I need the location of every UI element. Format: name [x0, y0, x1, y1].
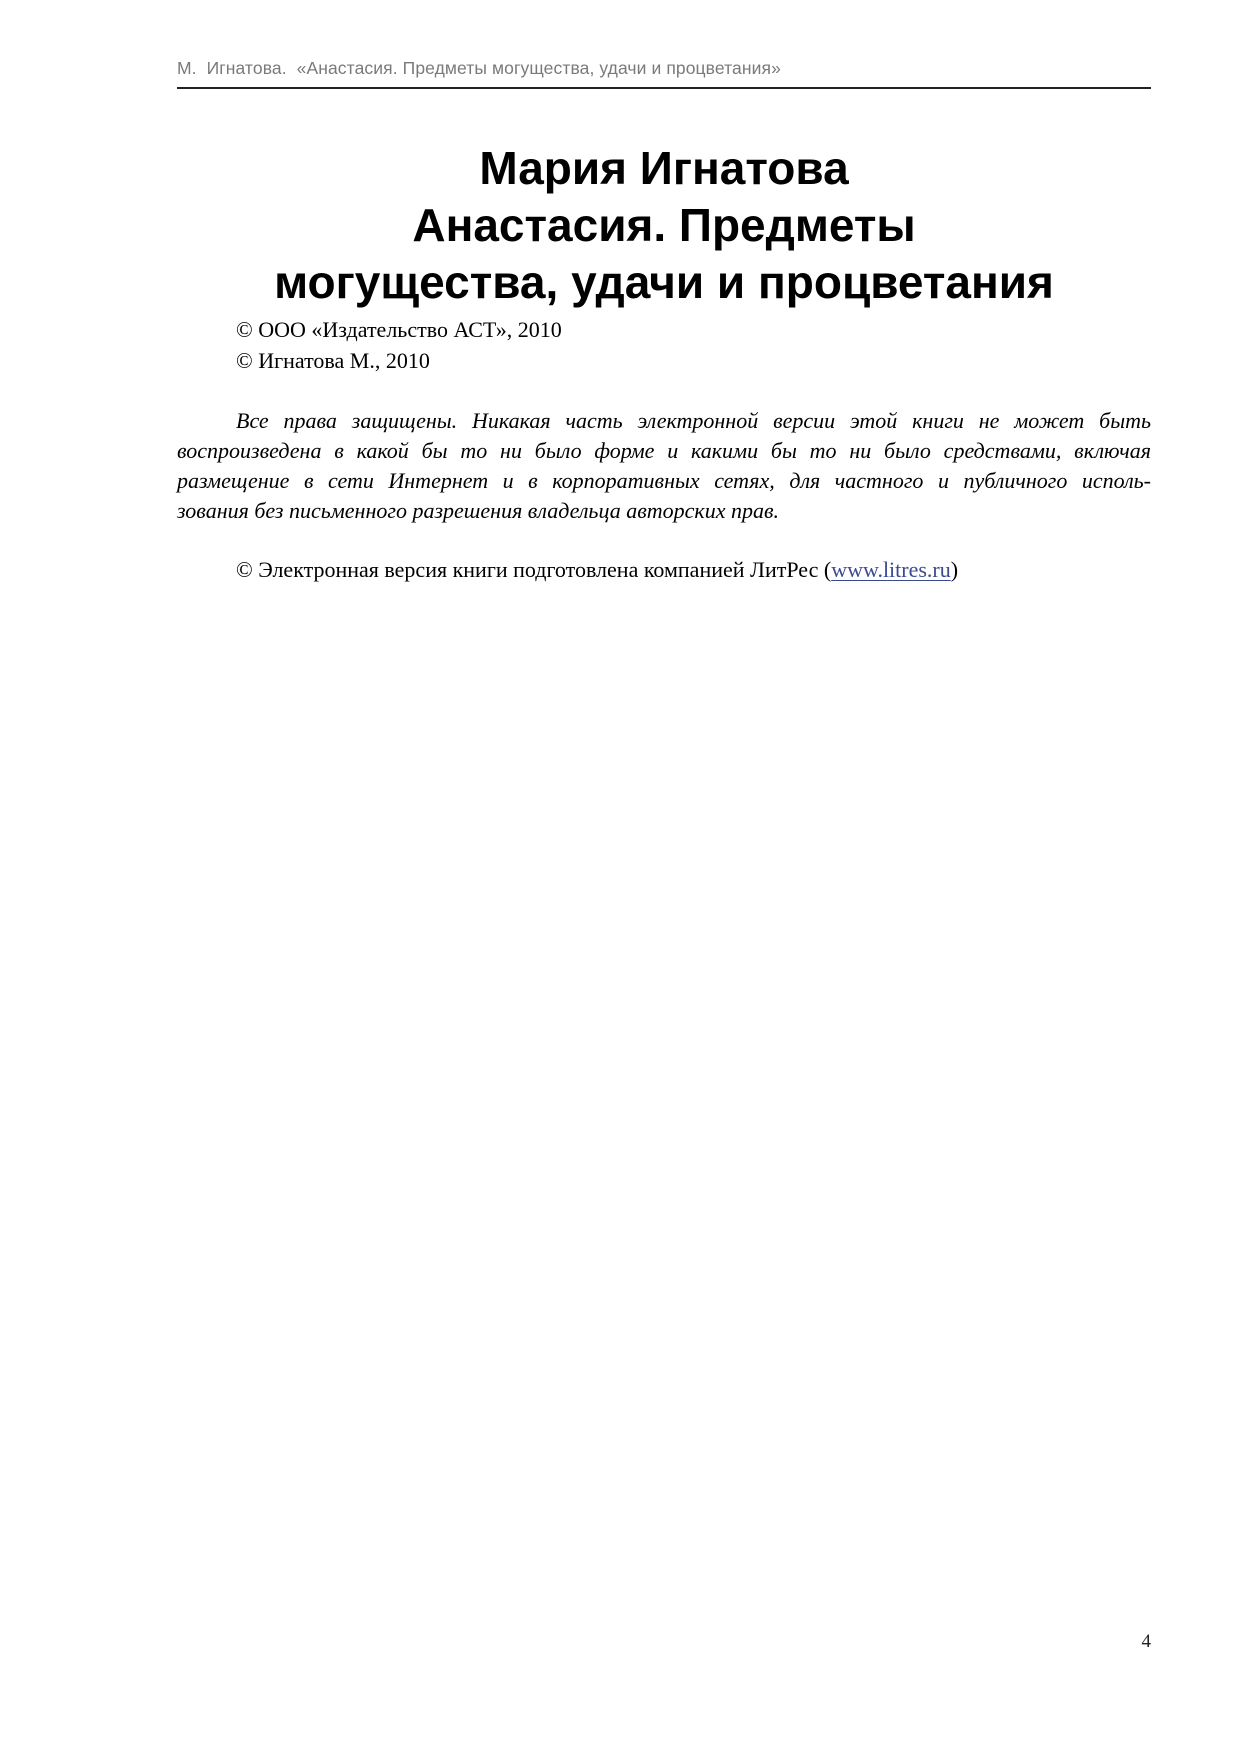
document-page [177, 0, 1151, 1754]
copyright-publisher: © ООО «Издательство АСТ», 2010 [236, 317, 562, 342]
book-title-line: могущества, удачи и процветания [274, 256, 1054, 308]
author-name: Мария Игнатова [479, 142, 849, 194]
copyright-block [236, 314, 562, 376]
book-title-line: Анастасия. Предметы [412, 199, 916, 251]
litres-notice-prefix: © Электронная версия книги подготовлена компанией ЛитРес ( [236, 557, 832, 582]
page-number: 4 [1141, 1631, 1151, 1652]
running-header [177, 56, 1151, 89]
copyright-author: © Игнатова М., 2010 [236, 348, 430, 373]
litres-notice-suffix: ) [950, 557, 959, 582]
rights-notice-line: Все права защищены. Никакая часть электронной версии этой книги не может быть [236, 408, 1151, 433]
rights-notice-line: зования без письменного разрешения владельца авторских прав. [177, 498, 780, 523]
rights-notice-paragraph [177, 406, 1151, 526]
book-title-block [177, 140, 1151, 311]
rights-notice-line: размещение в сети Интернет и в корпоративных сетях, для частного и публичного исполь- [177, 468, 1151, 493]
litres-link[interactable]: www.litres.ru [831, 557, 951, 582]
litres-notice [236, 555, 958, 585]
rights-notice-line: воспроизведена в какой бы то ни было форме и какими бы то ни было средствами, включая [177, 438, 1151, 463]
running-header-text: М. Игнатова. «Анастасия. Предметы могущества, удачи и процветания» [177, 58, 781, 78]
